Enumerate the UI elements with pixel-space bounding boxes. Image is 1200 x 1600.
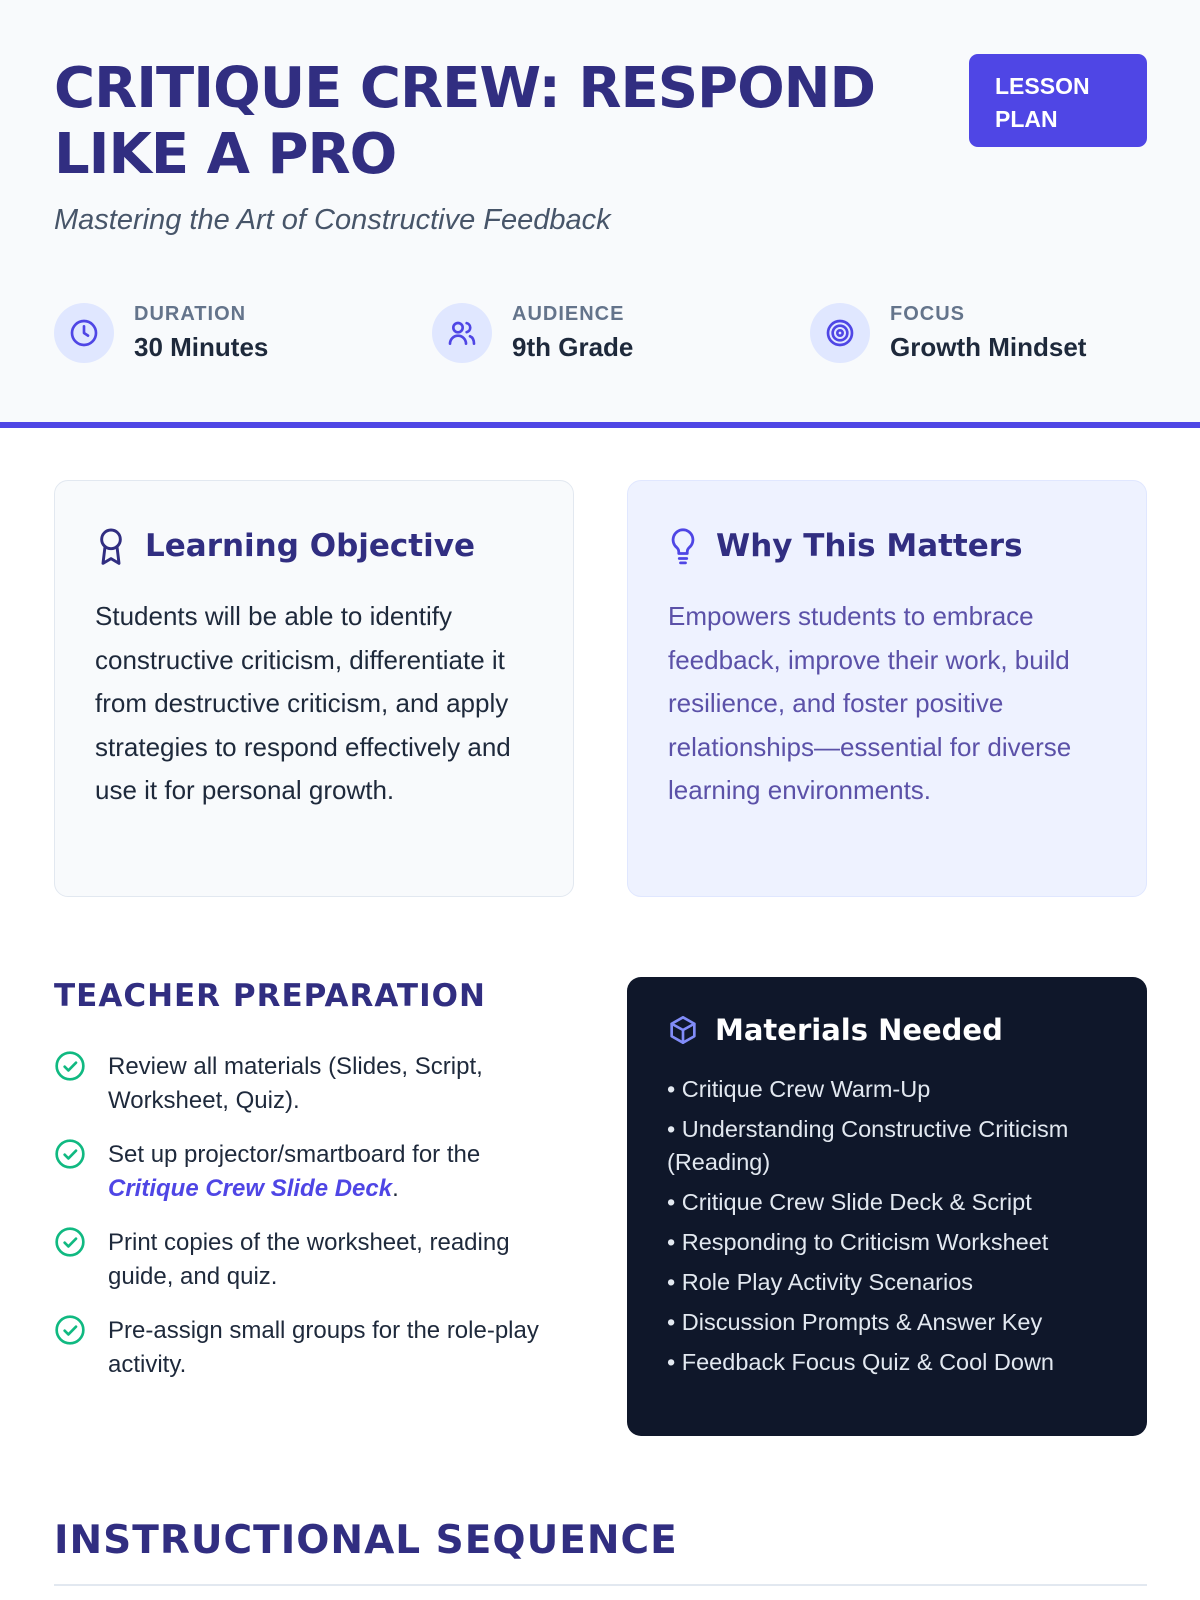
list-item: • Feedback Focus Quiz & Cool Down bbox=[667, 1349, 1055, 1375]
check-circle-icon bbox=[54, 1138, 86, 1170]
slide-deck-link[interactable]: Critique Crew Slide Deck bbox=[108, 1175, 393, 1202]
learning-objective-card bbox=[54, 480, 574, 897]
materials-title: Materials Needed bbox=[715, 1013, 1003, 1047]
target-icon bbox=[810, 303, 870, 363]
list-item: • Understanding Constructive Criticism (Reading) bbox=[667, 1116, 1069, 1175]
list-item: • Role Play Activity Scenarios bbox=[667, 1269, 974, 1295]
materials-needed-panel bbox=[627, 977, 1147, 1436]
prep-text: Review all materials (Slides, Script, Worksheet, Quiz). bbox=[108, 1053, 483, 1114]
prep-text-part: . bbox=[392, 1175, 399, 1202]
meta-value: Growth Mindset bbox=[890, 332, 1087, 362]
lesson-header bbox=[0, 0, 1200, 428]
check-circle-icon bbox=[54, 1226, 86, 1258]
list-item bbox=[54, 1226, 574, 1294]
list-item: • Critique Crew Slide Deck & Script bbox=[667, 1189, 1032, 1215]
card-title: Learning Objective bbox=[145, 528, 475, 564]
objective-text: Students will be able to identify constructive criticism, differentiate it from destructive criticism, and apply strategies to respond effectively and use it for personal growth. bbox=[95, 601, 511, 805]
meta-value: 9th Grade bbox=[512, 332, 634, 362]
meta-value: 30 Minutes bbox=[134, 332, 269, 362]
box-icon bbox=[667, 1014, 699, 1046]
list-item: • Critique Crew Warm-Up bbox=[667, 1076, 931, 1102]
prep-text bbox=[108, 1138, 574, 1206]
meta-focus bbox=[810, 300, 1086, 366]
check-circle-icon bbox=[54, 1050, 86, 1082]
card-title: Why This Matters bbox=[716, 528, 1023, 564]
instructional-sequence-heading: INSTRUCTIONAL SEQUENCE bbox=[54, 1518, 678, 1563]
meta-audience bbox=[432, 300, 633, 366]
list-item bbox=[54, 1050, 574, 1118]
why-this-matters-card bbox=[627, 480, 1147, 897]
prep-text: Print copies of the worksheet, reading guide, and quiz. bbox=[108, 1229, 510, 1290]
award-icon bbox=[95, 526, 127, 566]
users-icon bbox=[432, 303, 492, 363]
list-item bbox=[54, 1314, 574, 1382]
section-divider bbox=[54, 1584, 1147, 1586]
lightbulb-icon bbox=[668, 526, 698, 566]
list-item: • Discussion Prompts & Answer Key bbox=[667, 1309, 1043, 1335]
clock-icon bbox=[54, 303, 114, 363]
meta-label: DURATION bbox=[134, 303, 247, 325]
lesson-plan-badge: LESSON PLAN bbox=[969, 54, 1147, 147]
materials-list bbox=[667, 1073, 1107, 1379]
teacher-preparation-heading: TEACHER PREPARATION bbox=[54, 978, 486, 1014]
list-item bbox=[54, 1138, 574, 1206]
check-circle-icon bbox=[54, 1314, 86, 1346]
meta-duration bbox=[54, 300, 268, 366]
teacher-preparation-list bbox=[54, 1050, 574, 1402]
meta-label: FOCUS bbox=[890, 303, 965, 325]
list-item: • Responding to Criticism Worksheet bbox=[667, 1229, 1049, 1255]
prep-text: Pre-assign small groups for the role-play activity. bbox=[108, 1317, 539, 1378]
why-text: Empowers students to embrace feedback, improve their work, build resilience, and foster positive relationships—essential for diverse learning environments. bbox=[668, 601, 1072, 805]
meta-label: AUDIENCE bbox=[512, 303, 625, 325]
prep-text-part: Set up projector/smartboard for the bbox=[108, 1141, 481, 1168]
page-subtitle: Mastering the Art of Constructive Feedback bbox=[54, 204, 611, 236]
page-title: CRITIQUE CREW: RESPOND LIKE A PRO bbox=[54, 56, 876, 187]
